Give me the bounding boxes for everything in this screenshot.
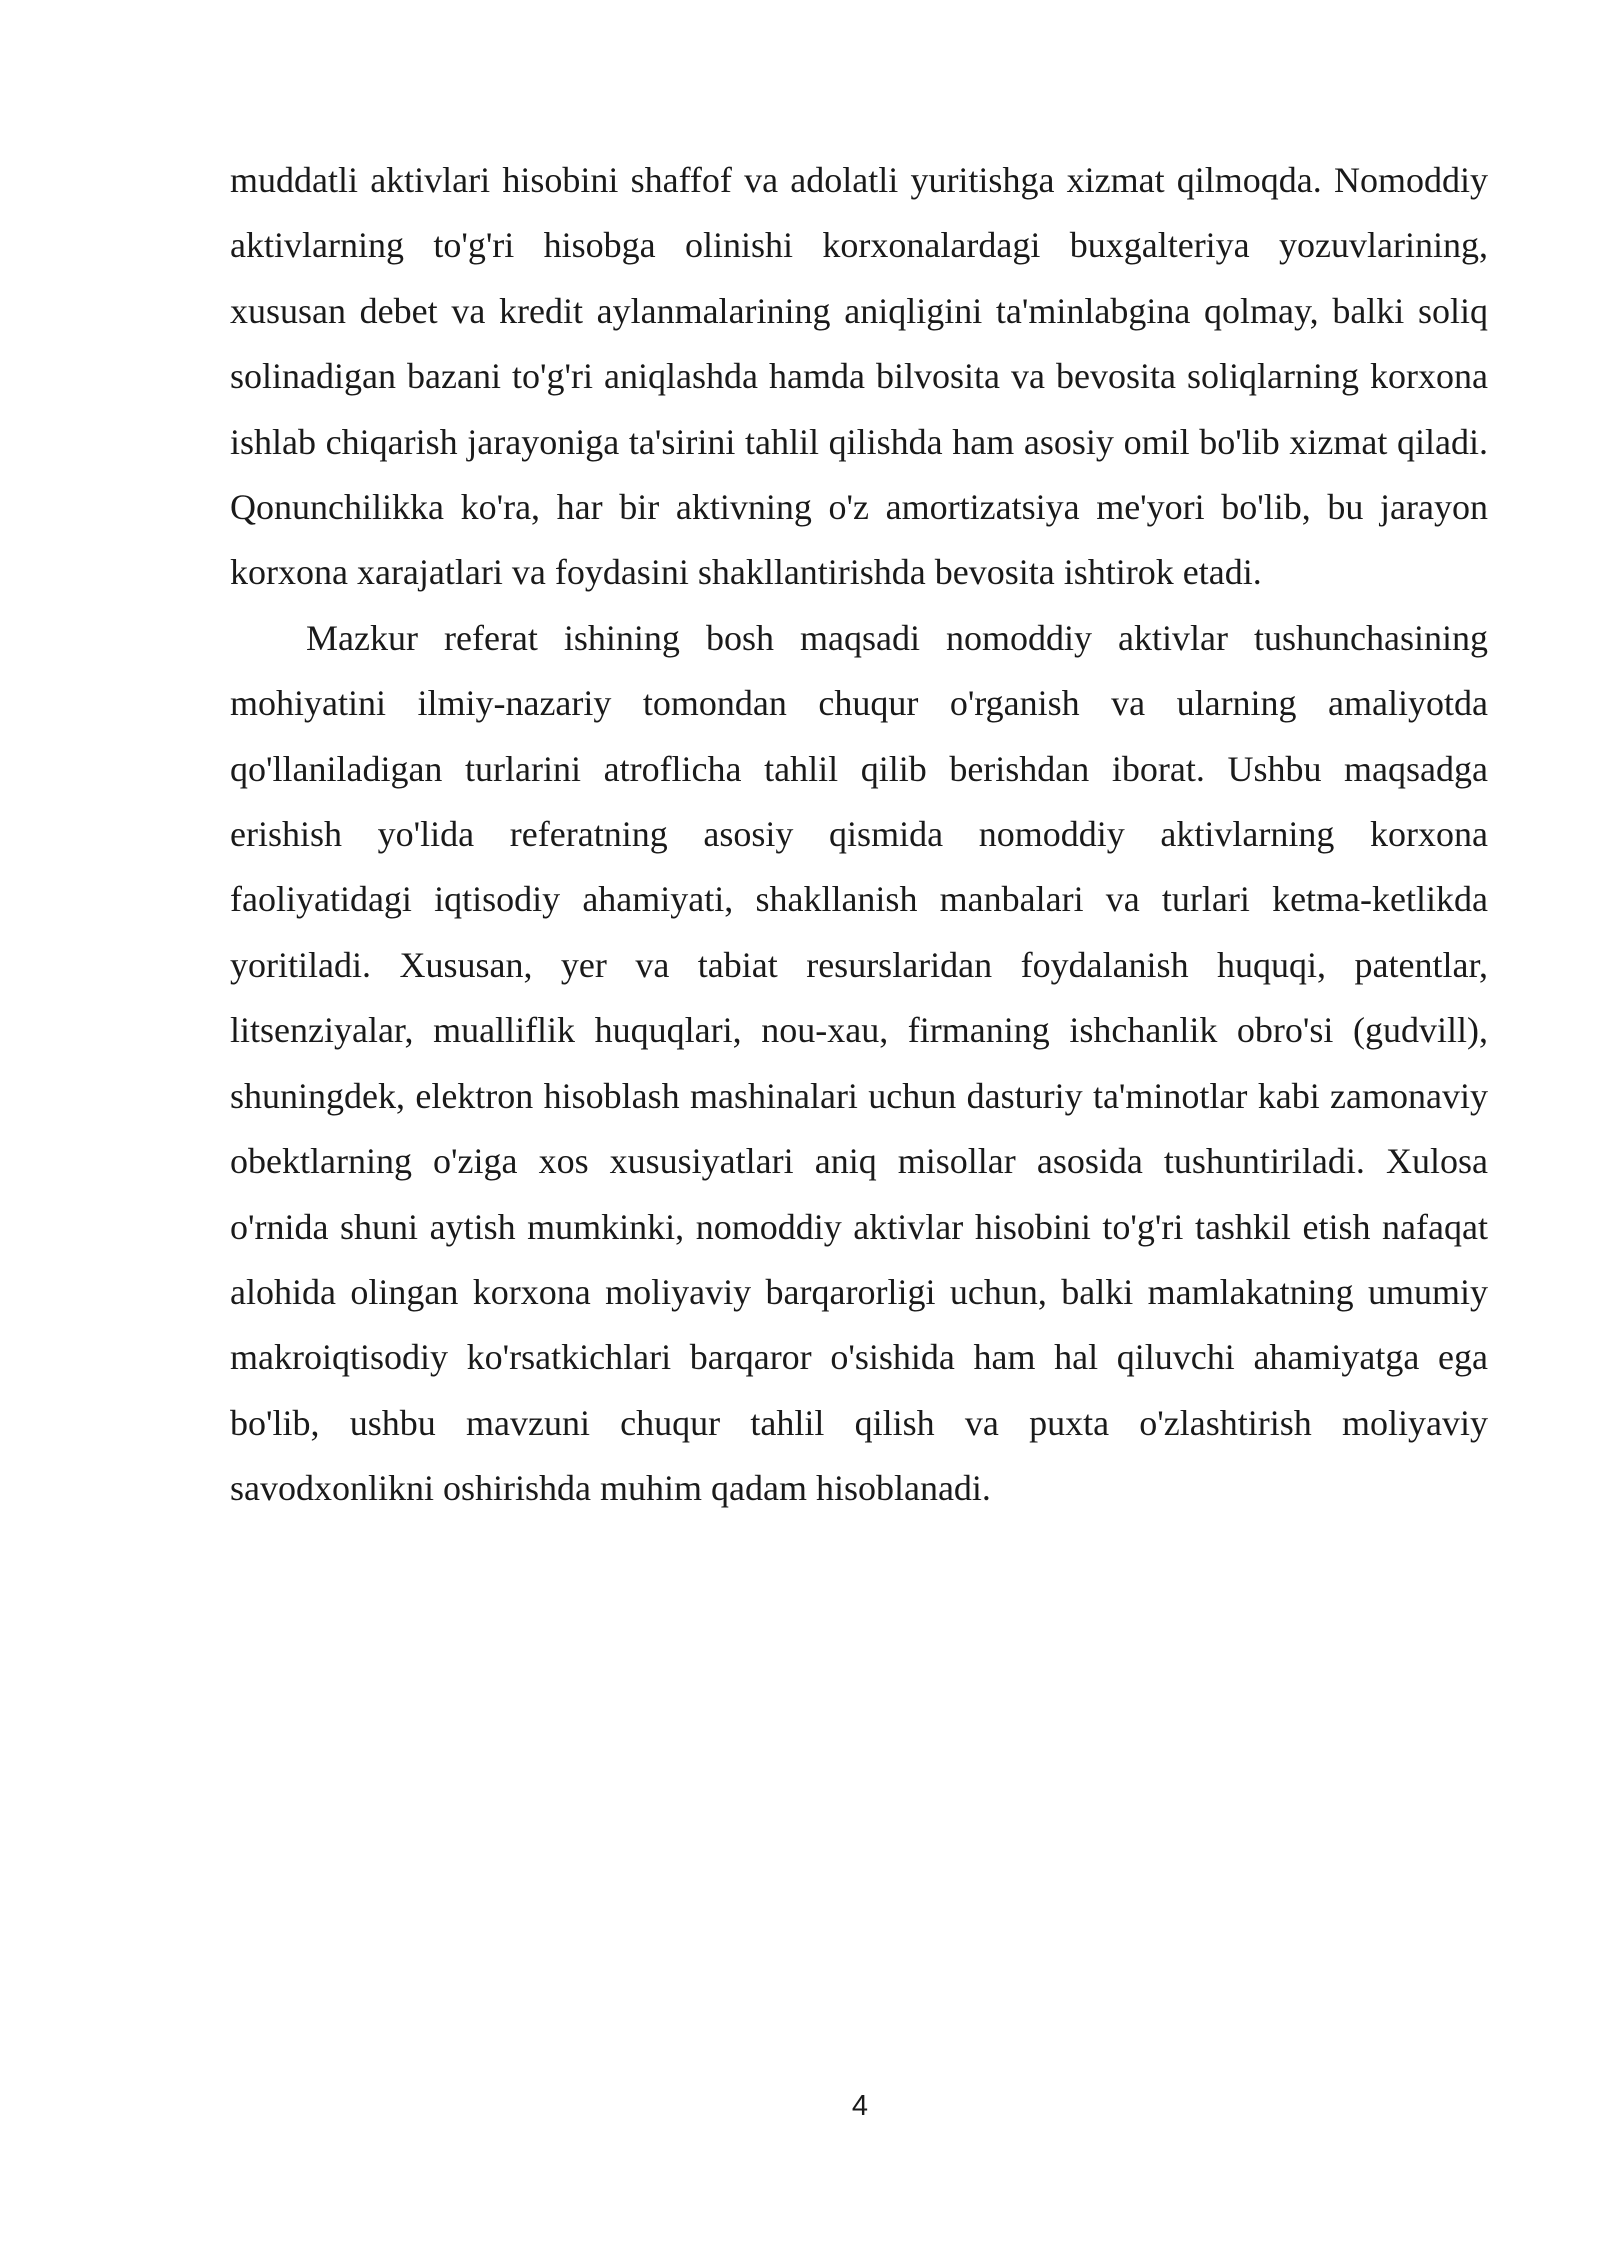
page-number: 4: [851, 2090, 869, 2122]
body-text: [230, 148, 1488, 1522]
paragraph-continuation: muddatli aktivlari hisobini shaffof va adolatli yuritishga xizmat qilmoqda. Nomoddiy aktivlarning to'g'ri hisobga olinishi korxonalardagi buxgalteriya yozuvlarining, xususan debet va kredit aylanmalarining aniqligini ta'minlabgina qolmay, balki soliq solinadigan bazani to'g'ri aniqlashda hamda bilvosita va bevosita soliqlarning korxona ishlab chiqarish jarayoniga ta'sirini tahlil qilishda ham asosiy omil bo'lib xizmat qiladi. Qonunchilikka ko'ra, har bir aktivning o'z amortizatsiya me'yori bo'lib, bu jarayon korxona xarajatlari va foydasini shakllantirishda bevosita ishtirok etadi.: [230, 160, 1488, 593]
paragraph-main: Mazkur referat ishining bosh maqsadi nomoddiy aktivlar tushunchasining mohiyatini ilmiy-nazariy tomondan chuqur o'rganish va ularning amaliyotda qo'llaniladigan turlarini atroflicha tahlil qilib berishdan iborat. Ushbu maqsadga erishish yo'lida referatning asosiy qismida nomoddiy aktivlarning korxona faoliyatidagi iqtisodiy ahamiyati, shakllanish manbalari va turlari ketma-ketlikda yoritiladi. Xususan, yer va tabiat resurslaridan foydalanish huquqi, patentlar, litsenziyalar, mualliflik huquqlari, nou-xau, firmaning ishchanlik obro'si (gudvill), shuningdek, elektron hisoblash mashinalari uchun dasturiy ta'minotlar kabi zamonaviy obektlarning o'ziga xos xususiyatlari aniq misollar asosida tushuntiriladi. Xulosa o'rnida shuni aytish mumkinki, nomoddiy aktivlar hisobini to'g'ri tashkil etish nafaqat alohida olingan korxona moliyaviy barqarorligi uchun, balki mamlakatning umumiy makroiqtisodiy ko'rsatkichlari barqaror o'sishida ham hal qiluvchi ahamiyatga ega bo'lib, ushbu mavzuni chuqur tahlil qilish va puxta o'zlashtirish moliyaviy savodxonlikni oshirishda muhim qadam hisoblanadi.: [230, 617, 1488, 1509]
